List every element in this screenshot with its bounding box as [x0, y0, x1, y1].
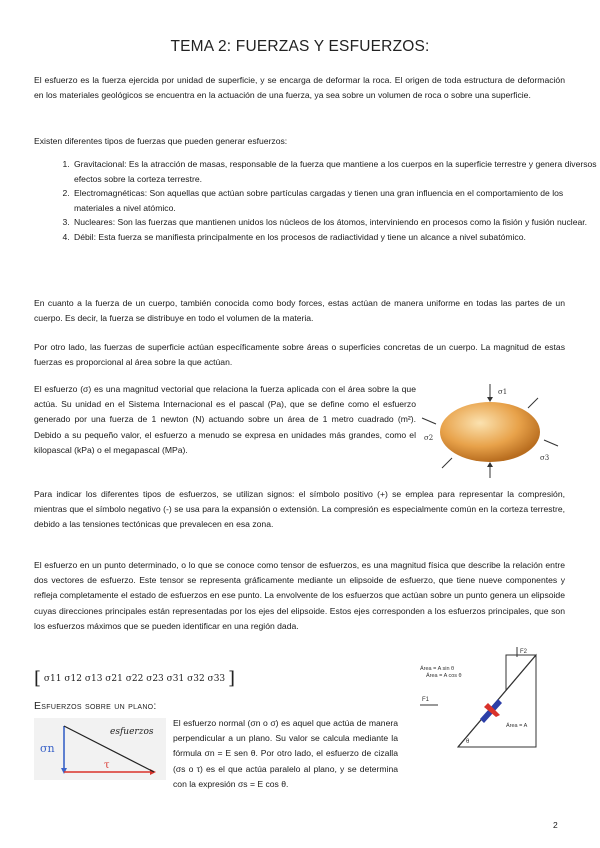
intro-paragraph: El esfuerzo es la fuerza ejercida por unidad de superficie, y se encarga de deformar la roca. El origen de toda estructura de deformación en los materiales geológicos se encuentra en la actuación de una fuerza, ya sea sobre un volumen de roca o sobre una superficie. — [34, 75, 565, 101]
area-cos-label: Área = A cos θ — [426, 673, 462, 679]
tau-label: τ — [104, 760, 110, 771]
body-forces-paragraph: En cuanto a la fuerza de un cuerpo, también conocida como body forces, estas actúan de manera uniforme en todas las partes de un cuerpo. Es decir, la fuerza se distribuye en todo el volumen de la materia. — [34, 298, 565, 324]
section-subheading: Esfuerzos sobre un plano: — [34, 700, 157, 712]
sigma-n-label: σn — [40, 742, 55, 755]
list-item: 2. Electromagnéticas: Son aquellas que actúan sobre partículas cargadas y tienen una gran influencia en el comportamiento de los materiales a nivel atómico. — [72, 186, 600, 215]
f2-label: F2 — [520, 649, 528, 655]
list-item: 3. Nucleares: Son las fuerzas que mantienen unidos los núcleos de los átomos, interviniendo en procesos como la fisión y fusión nuclear. — [72, 215, 600, 230]
area-sin-label: Área = A sin θ — [420, 666, 455, 672]
matrix-components: σ11 σ12 σ13 σ21 σ22 σ23 σ31 σ32 σ33 — [43, 674, 226, 684]
sigma1-label: σ1 — [498, 388, 508, 396]
ellipsoid-shape — [440, 402, 540, 462]
area-label: Área = A — [506, 723, 528, 729]
page-number: 2 — [553, 820, 558, 830]
esfuerzos-label: esfuerzos — [110, 727, 154, 737]
sigma3-label: σ3 — [540, 454, 550, 462]
normal-shear-diagram — [34, 718, 166, 780]
list-item: 1. Gravitacional: Es la atracción de masas, responsable de la fuerza que mantiene a los cuerpos en la superficie terrestre y genera diversos efectos sobre la corteza terrestre. — [72, 157, 600, 186]
sigma2-label: σ2 — [424, 434, 434, 442]
list-item: 4. Débil: Esta fuerza se manifiesta principalmente en los procesos de radiactividad y tiene un alcance a nivel subatómico. — [72, 230, 600, 245]
stress-tensor-matrix: [ σ11 σ12 σ13 σ21 σ22 σ23 σ31 σ32 σ33 ] — [34, 668, 236, 689]
normal-stress-paragraph — [173, 716, 398, 792]
page-title: TEMA 2: FUERZAS Y ESFUERZOS: — [170, 38, 430, 55]
types-intro: Existen diferentes tipos de fuerzas que pueden generar esfuerzos: — [34, 136, 288, 146]
force-types-list — [34, 157, 600, 245]
f1-label: F1 — [422, 697, 430, 703]
stress-ellipsoid-figure — [420, 378, 560, 482]
surface-forces-paragraph: Por otro lado, las fuerzas de superficie actúan específicamente sobre áreas o superficies concretas de un cuerpo. La magnitud de estas fuerzas es proporcional al área sobre la que actúan. — [34, 342, 565, 368]
stress-definition-paragraph: El esfuerzo (σ) es una magnitud vectorial que relaciona la fuerza aplicada con el área sobre la que actúa. Su unidad en el Sistema Internacional es el pascal (Pa), que se define como el esfuerzo generado por una fuerza de 1 newton (N) actuando sobre un área de 1 metro cuadrado (m²). Debido a su pequeño valor, el esfuerzo a menudo se expresa en unidades más grandes, como el kilopascal (kPa) o el megapascal (MPa). — [34, 384, 416, 455]
normal-stress-text: El esfuerzo normal (σn o σ) es aquel que actúa de manera perpendicular a un plano. Su valor se calcula mediante la fórmula σn = E sen θ. Por otro lado, el esfuerzo de cizalla (σs o τ) es el que actúa paralelo al plano, y se determina con la expresión σs = E cos θ. — [173, 718, 398, 789]
tensor-paragraph: El esfuerzo en un punto determinado, o lo que se conoce como tensor de esfuerzos, es una magnitud física que describe la relación entre dos vectores de esfuerzo. Este tensor se representa gráficamente mediante un elipsoide de esfuerzo, que tiene nueve componentes y refleja completamente el estado de esfuerzos en ese punto. La envolvente de los esfuerzos que actúan sobre un punto genera un elipsoide cuyas direcciones principales están representadas por los ejes del elipsoide. Estos ejes corresponden a los esfuerzos principales, que son los esfuerzos máximos que se pueden identificar en una región dada. — [34, 560, 565, 631]
plane-stress-figure — [418, 645, 558, 755]
theta-label: θ — [466, 739, 470, 745]
signs-paragraph: Para indicar los diferentes tipos de esfuerzos, se utilizan signos: el símbolo positivo (+) se emplea para representar la compresión, mientras que el símbolo negativo (-) se usa para la expansión o extensión. La compresión es especialmente común en la corteza terrestre, debido a las tensiones tectónicas que prevalecen en esa zona. — [34, 489, 565, 530]
